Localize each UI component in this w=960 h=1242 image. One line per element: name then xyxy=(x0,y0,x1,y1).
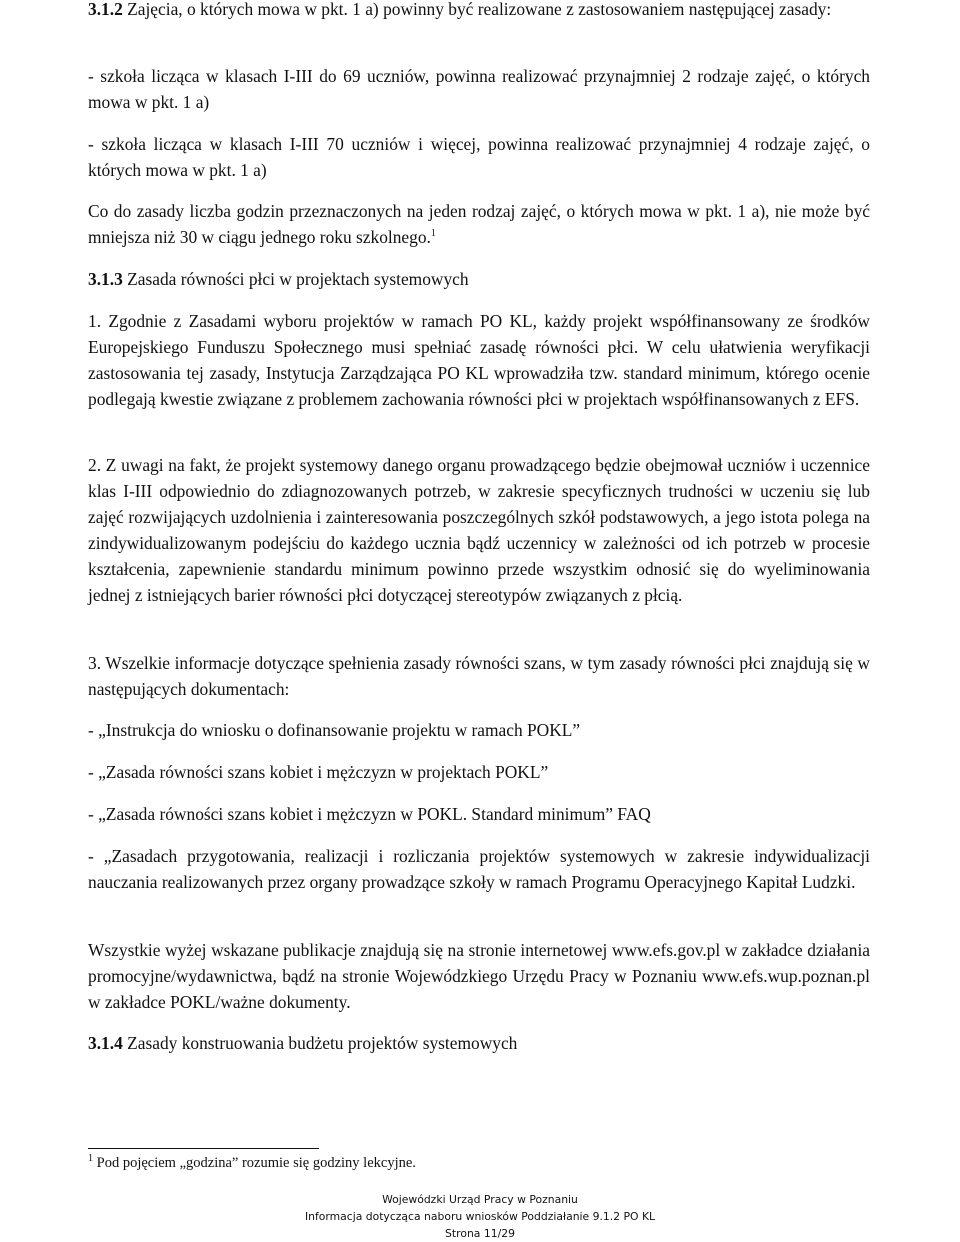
footer-page-number: Strona 11/29 xyxy=(445,1227,515,1240)
publications-paragraph: Wszystkie wyżej wskazane publikacje znajdują się na stronie internetowej www.efs.gov.pl w zakładce działania promocyjne/wydawnictwa, bądź na stronie Wojewódzkiego Urzędu Pracy w Poznaniu www.efs.wup.poznan.pl w zakładce POKL/ważne dokumenty. xyxy=(88,940,870,1012)
paragraph-3: 3. Wszelkie informacje dotyczące spełnienia zasady równości szans, w tym zasady równości płci znajdują się w następujących dokumentach: xyxy=(88,653,870,699)
document-list-item: - „Zasada równości szans kobiet i mężczyzn w POKL. Standard minimum” FAQ xyxy=(88,804,651,824)
section-3-1-3-heading xyxy=(88,266,870,292)
footnote-separator xyxy=(88,1148,319,1149)
footnote-text: Pod pojęciem „godzina” rozumie się godziny lekcyjne. xyxy=(93,1155,416,1171)
section-number: 3.1.3 xyxy=(88,269,123,289)
document-list-item: - „Instrukcja do wniosku o dofinansowanie projektu w ramach POKL” xyxy=(88,720,581,740)
footer-organization: Wojewódzki Urząd Pracy w Poznaniu xyxy=(382,1193,578,1206)
hours-rule-paragraph xyxy=(88,198,870,250)
section-text: Zajęcia, o których mowa w pkt. 1 a) powinny być realizowane z zastosowaniem następującej zasady: xyxy=(122,0,832,19)
section-3-1-2 xyxy=(88,0,870,22)
section-title: Zasady konstruowania budżetu projektów systemowych xyxy=(122,1033,518,1053)
footnote-reference: 1 xyxy=(430,228,436,240)
section-title: Zasada równości płci w projektach systemowych xyxy=(122,269,469,289)
hours-rule-text: Co do zasady liczba godzin przeznaczonych na jeden rodzaj zajęć, o których mowa w pkt. 1 a), nie może być mniejsza niż 30 w ciągu jednego roku szkolnego. xyxy=(88,201,870,247)
rule-bullet-small-school: - szkoła licząca w klasach I-III do 69 uczniów, powinna realizować przynajmniej 2 rodzaje zajęć, o których mowa w pkt. 1 a) xyxy=(88,66,870,112)
rule-bullet-large-school: - szkoła licząca w klasach I-III 70 uczniów i więcej, powinna realizować przynajmniej 4 rodzaje zajęć, o których mowa w pkt. 1 a) xyxy=(88,134,870,180)
paragraph-1: 1. Zgodnie z Zasadami wyboru projektów w ramach PO KL, każdy projekt współfinansowany ze środków Europejskiego Funduszu Społecznego musi spełniać zasadę równości płci. W celu ułatwienia weryfikacji zastosowania tej zasady, Instytucja Zarządzająca PO KL wprowadziła tzw. standard minimum, którego ocenie podlegają kwestie związane z problemem zachowania równości płci w projektach współfinansowanych z EFS. xyxy=(88,311,870,409)
footnote-marker: 1 xyxy=(88,1153,93,1165)
document-list-item: - „Zasadach przygotowania, realizacji i rozliczania projektów systemowych w zakresie indywidualizacji nauczania realizowanych przez organy prowadzące szkoły w ramach Programu Operacyjnego Kapitał Ludzki. xyxy=(88,846,870,892)
paragraph-2: 2. Z uwagi na fakt, że projekt systemowy danego organu prowadzącego będzie obejmował uczniów i uczennice klas I-III odpowiednio do zdiagnozowanych potrzeb, w zakresie specyficznych trudności w uczeniu się lub zajęć rozwijających uzdolnienia i zainteresowania poszczególnych szkół podstawowych, a jego istota polega na zindywidualizowanym podejściu do każdego ucznia bądź uczennicy w zależności od ich potrzeb w procesie kształcenia, zapewnienie standardu minimum powinno przede wszystkim odnosić się do wyeliminowania jednej z istniejących barier równości płci dotyczącej stereotypów związanych z płcią. xyxy=(88,455,870,605)
document-list-item: - „Zasada równości szans kobiet i mężczyzn w projektach POKL” xyxy=(88,762,549,782)
section-number: 3.1.4 xyxy=(88,1033,123,1053)
section-3-1-4-heading xyxy=(88,1030,870,1056)
section-number: 3.1.2 xyxy=(88,0,123,19)
page-footer xyxy=(0,1191,960,1242)
footnote xyxy=(88,1152,788,1174)
footer-document-title: Informacja dotycząca naboru wniosków Poddziałanie 9.1.2 PO KL xyxy=(304,1210,656,1223)
